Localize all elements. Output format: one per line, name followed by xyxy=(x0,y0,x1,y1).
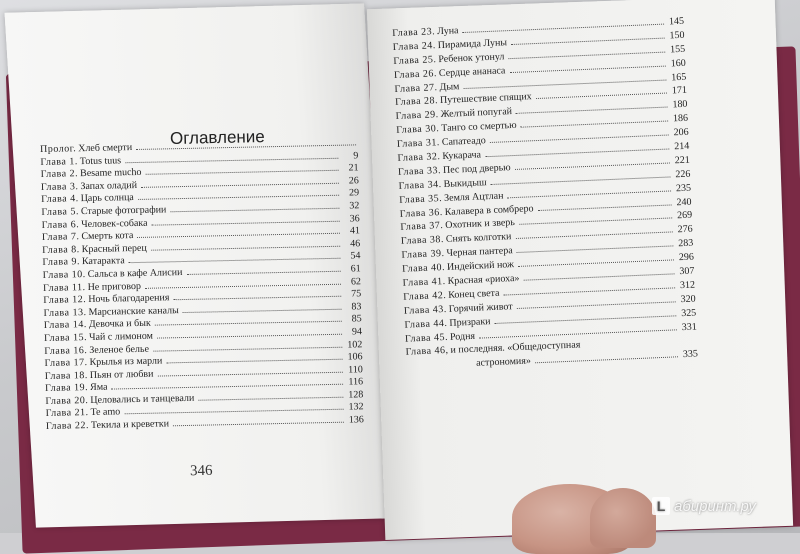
toc-leader-dots xyxy=(198,397,343,401)
labirint-logo-icon: L xyxy=(652,497,670,515)
toc-entry-page: 155 xyxy=(669,43,686,56)
toc-leader-dots xyxy=(145,283,341,288)
toc-leader-dots xyxy=(536,93,667,99)
toc-entry-title: Ребенок утонул xyxy=(438,51,505,65)
toc-leader-dots xyxy=(153,346,342,351)
toc-entry-label: Глава 43. xyxy=(403,303,448,317)
toc-entry-title: Сальса в кафе Алисии xyxy=(87,266,183,280)
toc-entry-title: Пирамида Луны xyxy=(437,37,508,51)
toc-leader-dots xyxy=(157,371,342,376)
toc-entry-page: 132 xyxy=(348,401,364,414)
toc-entry-label: Глава 15. xyxy=(43,331,88,344)
toc-entry-page: 235 xyxy=(675,182,692,194)
toc-entry-label: Глава 28. xyxy=(394,95,439,109)
toc-leader-dots xyxy=(517,301,676,309)
toc-entry-title: Дым xyxy=(439,80,460,93)
toc-entry-title: Марсианские каналы xyxy=(88,304,179,318)
toc-entry-label: Глава 36. xyxy=(399,206,443,220)
toc-entry-title: Индейский нож xyxy=(446,259,515,274)
toc-entry-label: Глава 33. xyxy=(397,164,442,178)
toc-entry-label: Глава 32. xyxy=(397,151,441,164)
toc-entry-page: 307 xyxy=(679,265,695,278)
toc-entry-title: Te amo xyxy=(90,406,121,419)
toc-leader-dots xyxy=(508,51,665,59)
toc-entry-title: Выкидыш xyxy=(443,176,487,190)
toc-entry-title: Красный перец xyxy=(81,242,147,255)
toc-entry-label: Глава 20. xyxy=(45,394,89,407)
toc-entry-label: Глава 4. xyxy=(41,193,79,206)
toc-entry-title: Текила и креветки xyxy=(90,418,170,432)
toc-entry-title: Зеленое белье xyxy=(89,343,150,356)
toc-entry-label: Глава 9. xyxy=(42,256,81,269)
toc-leader-dots xyxy=(521,121,668,128)
toc-entry-page: 46 xyxy=(350,238,361,250)
toc-entry-label: Глава 41. xyxy=(402,276,446,289)
toc-leader-dots xyxy=(151,245,340,250)
toc-list-left xyxy=(40,137,364,433)
toc-entry-label: Глава 14. xyxy=(43,319,87,332)
toc-entry-page: 145 xyxy=(668,15,685,28)
toc-entry-label: Глава 18. xyxy=(44,369,88,382)
toc-entry-label: Глава 1. xyxy=(40,155,78,168)
toc-entry-page: 61 xyxy=(350,263,361,275)
toc-entry-label: Глава 31. xyxy=(396,137,441,151)
toc-entry-page: 136 xyxy=(348,414,364,426)
toc-entry-title: Путешествие спящих xyxy=(439,91,532,107)
toc-entry-title: Охотник и зверь xyxy=(445,217,516,232)
toc-entry-title: Сапатеадо xyxy=(441,135,487,149)
toc-entry-page: 83 xyxy=(351,301,362,313)
toc-entry-page: 102 xyxy=(347,338,363,351)
toc-entry-page: 36 xyxy=(349,212,360,225)
toc-entry-title: Красная «pиоха» xyxy=(447,272,520,287)
toc-entry-title: Кукарача xyxy=(442,149,482,163)
toc-entry-label: Глава 26. xyxy=(393,67,438,81)
toc-entry-page: 335 xyxy=(682,348,699,361)
toc-leader-dots xyxy=(187,271,341,275)
toc-entry-title: Горячий живот xyxy=(448,301,513,315)
toc-entry-title: Яма xyxy=(90,381,108,394)
toc-entry-label: Глава 24. xyxy=(392,40,437,53)
toc-entry-label: Глава 6. xyxy=(41,218,80,231)
toc-leader-dots xyxy=(518,260,674,268)
toc-entry-title: Человек-собака xyxy=(81,217,148,230)
toc-entry-page: 62 xyxy=(350,275,362,288)
toc-entry-label: Глава 30. xyxy=(396,123,440,137)
toc-entry-title: Царь солнца xyxy=(80,192,134,205)
toc-leader-dots xyxy=(136,144,356,150)
toc-entry-page: 240 xyxy=(676,196,692,208)
toc-entry-title: Девочка и бык xyxy=(88,318,151,331)
toc-entry-page: 29 xyxy=(348,187,360,199)
toc-entry-page: 283 xyxy=(678,237,694,250)
toc-entry-label: Глава 37. xyxy=(400,220,444,234)
toc-leader-dots xyxy=(509,65,665,73)
toc-entry-title: Смерть кота xyxy=(81,230,134,243)
toc-entry-page: 32 xyxy=(349,200,360,212)
toc-entry-label: Глава 42. xyxy=(403,289,447,303)
toc-entry-label: Глава 13. xyxy=(43,306,87,319)
toc-entry-title: Старые фотографии xyxy=(80,204,167,218)
toc-entry-title: Родня xyxy=(449,330,476,343)
toc-heading: Оглавление xyxy=(169,127,265,148)
toc-entry-label: Глава 44. xyxy=(404,317,448,331)
toc-entry-title: Танго со смертью xyxy=(441,120,517,135)
toc-entry-page: 320 xyxy=(680,293,696,305)
page-number: 346 xyxy=(189,462,213,480)
toc-entry-label: Глава 3. xyxy=(40,180,79,193)
toc-entry-label: Глава 7. xyxy=(41,231,80,244)
toc-entry-page: 165 xyxy=(671,71,687,83)
toc-leader-dots xyxy=(517,246,674,254)
toc-leader-dots xyxy=(538,204,672,211)
toc-entry-page: 85 xyxy=(351,313,362,325)
toc-entry-page: 269 xyxy=(676,210,693,222)
toc-entry-page: 276 xyxy=(677,223,693,236)
toc-entry-page: 94 xyxy=(351,326,363,338)
toc-entry-label: Глава 22. xyxy=(45,420,90,432)
toc-entry-title: и последняя. «Общедоступная xyxy=(450,339,581,357)
toc-leader-dots xyxy=(137,233,340,238)
toc-entry-label: Глава 35. xyxy=(398,192,443,206)
toc-entry-title: астрономия» xyxy=(475,355,532,370)
toc-entry-page: 26 xyxy=(348,175,359,187)
toc-entry-label: Глава 11. xyxy=(42,281,86,294)
toc-entry-page: 21 xyxy=(348,162,359,174)
toc-entry-page: 325 xyxy=(680,307,697,319)
toc-leader-dots xyxy=(173,422,344,427)
toc-leader-dots xyxy=(519,218,672,225)
toc-entry-title: Крылья из марли xyxy=(89,355,163,369)
toc-entry-page: 160 xyxy=(670,57,686,70)
toc-entry-label: Глава 29. xyxy=(395,109,439,123)
toc-entry-label: Глава 45. xyxy=(404,331,449,345)
toc-entry-title: Снять колготки xyxy=(445,231,512,246)
toc-entry-page: 214 xyxy=(673,140,690,153)
toc-entry-page: 186 xyxy=(672,112,689,125)
toc-leader-dots xyxy=(125,157,338,162)
toc-leader-dots xyxy=(152,220,340,225)
toc-entry-page: 226 xyxy=(675,168,691,181)
watermark xyxy=(652,497,756,515)
toc-entry-label: Глава 38. xyxy=(400,234,445,248)
toc-entry-title: Конец света xyxy=(448,287,500,301)
toc-leader-dots xyxy=(535,357,678,364)
toc-leader-dots xyxy=(138,195,339,200)
toc-leader-dots xyxy=(170,208,339,213)
toc-leader-dots xyxy=(124,409,343,415)
toc-entry-title: Пьян от любви xyxy=(89,368,154,381)
toc-entry-page: 171 xyxy=(671,85,688,97)
toc-leader-dots xyxy=(129,258,341,263)
toc-leader-dots xyxy=(183,308,342,312)
toc-leader-dots xyxy=(155,321,342,326)
toc-leader-dots xyxy=(146,170,339,175)
toc-entry-title: Луна xyxy=(436,25,459,38)
toc-leader-dots xyxy=(141,183,339,188)
toc-entry-title: Земля Ацтлан xyxy=(443,190,504,204)
toc-entry-label: Глава 23. xyxy=(392,26,436,39)
toc-entry-label: Глава 16. xyxy=(44,344,88,357)
toc-entry-label: Глава 19. xyxy=(45,382,89,395)
toc-entry-label: Глава 27. xyxy=(394,81,438,95)
toc-entry-page: 54 xyxy=(350,250,361,262)
toc-entry-label: Глава 10. xyxy=(42,269,86,281)
toc-entry-page: 180 xyxy=(672,99,688,111)
toc-entry-title: Калавера в сомбреро xyxy=(444,202,534,218)
toc-entry-title: Запах оладий xyxy=(80,179,138,192)
toc-entry-page: 106 xyxy=(347,351,363,363)
toc-entry-page: 110 xyxy=(348,363,363,376)
toc-entry-title: Целовались и танцевали xyxy=(90,392,195,406)
toc-leader-dots xyxy=(112,384,344,390)
toc-entry-label: Глава 40. xyxy=(401,262,446,275)
toc-entry-title: Сердце ананаса xyxy=(438,64,506,79)
toc-entry-label: Пролог. xyxy=(40,143,77,155)
toc-entry-title: Totus tuus xyxy=(79,154,122,167)
toc-entry-page: 75 xyxy=(351,288,362,300)
toc-entry-title: Желтый попугай xyxy=(440,106,513,121)
toc-entry-label: Глава 17. xyxy=(44,357,88,370)
toc-entry-page: 116 xyxy=(348,376,364,388)
toc-entry-title: Катаракта xyxy=(81,255,125,268)
finger xyxy=(590,488,656,548)
toc-entry-title: Черная пантера xyxy=(446,245,513,260)
toc-entry-label: Глава 46, xyxy=(405,345,449,359)
toc-leader-dots xyxy=(516,107,667,114)
toc-entry-label: Глава 25. xyxy=(393,53,437,67)
toc-entry-title: Ночь благодарения xyxy=(88,292,170,306)
toc-entry-page: 296 xyxy=(678,251,695,264)
toc-entry-title: Призраки xyxy=(449,315,491,329)
toc-leader-dots xyxy=(511,37,665,44)
toc-entry-page: 221 xyxy=(674,154,691,167)
toc-leader-dots xyxy=(515,162,670,170)
toc-entry-label: Глава 5. xyxy=(41,206,80,218)
toc-list-right xyxy=(392,16,698,375)
toc-entry-label: Глава 21. xyxy=(45,407,89,420)
toc-entry-label: Глава 34. xyxy=(398,178,442,192)
toc-leader-dots xyxy=(173,296,341,301)
toc-leader-dots xyxy=(157,334,342,339)
toc-entry-label: Глава 12. xyxy=(43,294,87,307)
toc-entry-label: Глава 39. xyxy=(401,248,445,262)
watermark-text: абиринт.ру xyxy=(674,497,756,515)
toc-entry-page: 150 xyxy=(669,29,685,42)
toc-entry-page: 206 xyxy=(673,126,689,139)
toc-leader-dots xyxy=(508,190,672,198)
toc-leader-dots xyxy=(515,232,672,240)
toc-entry-page: 128 xyxy=(348,389,364,401)
toc-entry-page: 41 xyxy=(349,225,361,237)
toc-entry-label: Глава 2. xyxy=(40,168,79,181)
toc-entry-title: Чай с лимоном xyxy=(88,330,154,343)
toc-entry-page: 9 xyxy=(353,149,359,162)
toc-entry-title: Besame mucho xyxy=(80,167,142,180)
toc-entry-title: Не приговор xyxy=(87,280,142,293)
toc-entry-title: Пес под дверью xyxy=(442,162,511,176)
toc-leader-dots xyxy=(166,359,342,364)
toc-entry-page: 331 xyxy=(681,321,698,333)
toc-entry-label: Глава 8. xyxy=(42,243,80,256)
toc-entry-page: 312 xyxy=(679,279,696,292)
toc-entry-title: Хлеб смерти xyxy=(78,142,133,155)
toc-leader-dots xyxy=(524,273,675,280)
